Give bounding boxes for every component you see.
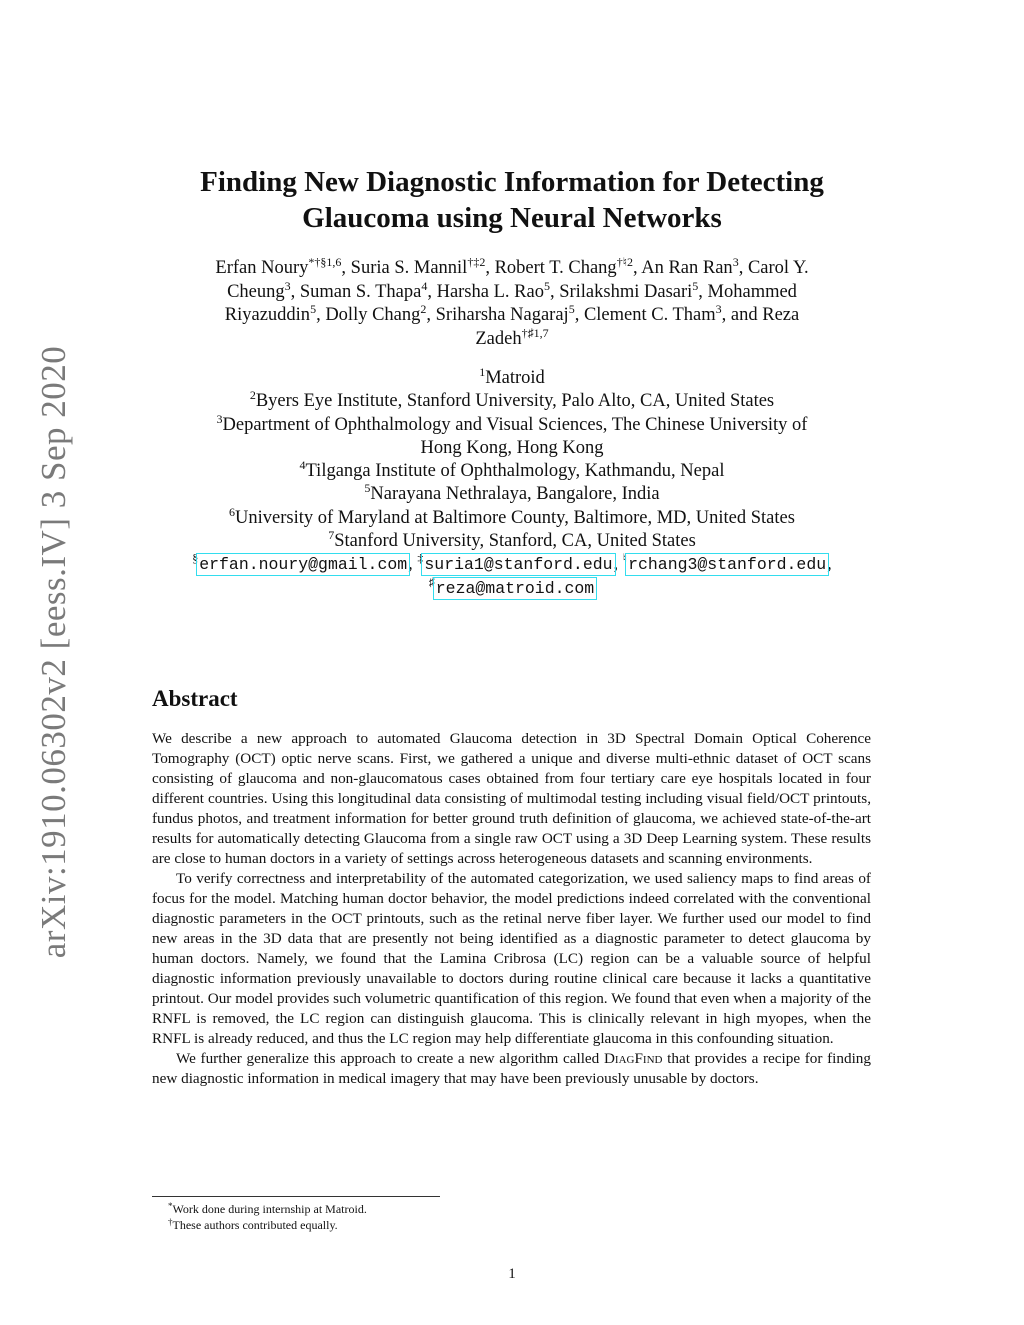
author-name: Robert T. Chang bbox=[494, 258, 617, 278]
affiliation-2 bbox=[140, 390, 884, 413]
footnote-mark: * bbox=[168, 1201, 173, 1211]
email-link-rchang[interactable]: rchang3@stanford.edu bbox=[628, 555, 827, 575]
title-line-1: Finding New Diagnostic Information for Detecting bbox=[200, 166, 824, 198]
footnote-mark: † bbox=[168, 1217, 173, 1227]
affiliation-number: 6 bbox=[229, 504, 236, 519]
author-separator: , bbox=[485, 258, 495, 278]
affiliation-text: University of Maryland at Baltimore County, Baltimore, MD, United States bbox=[235, 507, 795, 528]
author-marks: †♯1,7 bbox=[521, 325, 549, 340]
affiliation-number: 5 bbox=[364, 481, 371, 496]
author-name-part-2: Zadeh bbox=[475, 328, 522, 349]
affiliation-4 bbox=[140, 460, 884, 483]
author-marks: 2 bbox=[420, 302, 427, 316]
arxiv-identifier-stamp[interactable]: arXiv:1910.06302v2 [eess.IV] 3 Sep 2020 bbox=[34, 345, 73, 959]
abstract-paragraph-2: To verify correctness and interpretability of the automated categorization, we used saliency maps to find areas of focus for the model. Matching human doctor behavior, the model predictions indeed correlated with the conventional diagnostic parameters in the OCT printouts, such as the retinal nerve fiber layer. We further used our model to find new areas in the 3D data that are presently not being identified as a diagnostic parameter to detect glaucoma by human doctors. Namely, we found that the Lamina Cribrosa (LC) region can be a valuable source of helpful diagnostic information previously unavailable to doctors during routine clinical care because it lacks a quantitative printout. Our model provides such volumetric quantification of this region. We found that even when a majority of the RNFL is removed, the LC region can distinguish glaucoma. This is clinically relevant in high myopes, when the RNFL is already reduced, and thus the LC region may help differentiate glaucoma in this confounding situation. bbox=[152, 870, 871, 1047]
email-line-1: §erfan.noury@gmail.com, ‡suria1@stanford.edu, ♮rchang3@stanford.edu, bbox=[192, 551, 832, 575]
email-link-suria[interactable]: suria1@stanford.edu bbox=[424, 555, 613, 575]
abstract-heading: Abstract bbox=[152, 686, 238, 711]
affiliation-number: 1 bbox=[479, 365, 486, 379]
affiliation-5 bbox=[140, 483, 884, 506]
author-separator: , bbox=[290, 281, 300, 302]
affiliation-text: Tilganga Institute of Ophthalmology, Kathmandu, Nepal bbox=[305, 461, 725, 482]
author-separator: , bbox=[427, 281, 437, 302]
footnotes bbox=[168, 1201, 367, 1233]
author-name-part-1: Carol Y. bbox=[747, 258, 809, 278]
abstract-paragraph-3-text: that provides a recipe for finding new diagnostic information in medical imagery that may have been previously unusable by doctors. bbox=[152, 1050, 871, 1087]
author-name-part-1: Mohammed bbox=[707, 281, 797, 302]
affiliation-number: 4 bbox=[299, 458, 306, 473]
affiliation-3-continued bbox=[140, 437, 884, 460]
author-separator: , bbox=[738, 258, 748, 278]
email-link-erfan[interactable]: erfan.noury@gmail.com bbox=[199, 555, 408, 575]
author-separator: , bbox=[426, 305, 436, 325]
author-line-4 bbox=[140, 325, 884, 352]
affiliation-number: 2 bbox=[249, 388, 256, 403]
page-number: 1 bbox=[508, 1266, 516, 1282]
abstract-paragraph-3-text: We further generalize this approach to create a new algorithm called bbox=[176, 1050, 604, 1067]
email-mark: § bbox=[192, 551, 199, 566]
author-marks: 3 bbox=[715, 302, 722, 316]
abstract-body bbox=[152, 729, 871, 1089]
affiliation-text: Stanford University, Stanford, CA, United States bbox=[334, 531, 696, 552]
abstract-paragraph-3 bbox=[152, 1049, 871, 1089]
email-line-2 bbox=[140, 574, 884, 600]
author-separator: , bbox=[632, 258, 642, 278]
email-mark: ‡ bbox=[417, 551, 424, 566]
abstract-paragraph-1: We describe a new approach to automated Glaucoma detection in 3D Spectral Domain Optical Coherence Tomography (OCT) optic nerve scans. First, we gathered a unique and diverse multi-ethnic dataset of OCT scans consisting of glaucoma and non-glaucomatous cases obtained from four tertiary care eye hospitals located in four different countries. Using this longitudinal data consisting of multimodal testing including visual field/OCT printouts, fundus photos, and treatment information for better ground truth definition of glaucoma, we achieved state-of-the-art results for automatically detecting Glaucoma from a single raw OCT using a 3D Deep Learning system. These results are close to human doctors in a variety of settings across heterogeneous datasets and scanning environments. bbox=[152, 730, 871, 867]
author-name: Suria S. Mannil bbox=[350, 258, 468, 278]
author-separator: , bbox=[316, 305, 326, 325]
author-marks: †♮2 bbox=[616, 255, 633, 269]
affiliation-3 bbox=[140, 411, 884, 437]
affiliation-text-part-1: Department of Ophthalmology and Visual Sciences, The Chinese University of bbox=[222, 414, 808, 435]
email-link-reza[interactable]: reza@matroid.com bbox=[435, 578, 595, 598]
footnote-rule bbox=[152, 1196, 440, 1197]
email-mark: ♮ bbox=[622, 551, 628, 566]
author-line-3 bbox=[140, 304, 884, 328]
author-name-part-1: Reza bbox=[762, 305, 800, 325]
affiliation-number: 3 bbox=[216, 411, 223, 426]
author-name: Erfan Noury bbox=[215, 258, 309, 278]
author-list bbox=[140, 257, 884, 351]
author-name: An Ran Ran bbox=[641, 258, 733, 278]
author-separator: , bbox=[549, 281, 560, 302]
author-marks: *†§1,6 bbox=[308, 255, 342, 269]
algorithm-name: DiagFind bbox=[603, 1050, 663, 1067]
affiliation-6 bbox=[140, 504, 884, 530]
footnote-2 bbox=[168, 1217, 367, 1233]
footnote-1 bbox=[168, 1201, 367, 1217]
author-marks: 5 bbox=[310, 302, 317, 316]
author-name: Srilakshmi Dasari bbox=[559, 281, 693, 302]
author-marks: 5 bbox=[543, 278, 550, 293]
author-separator: , bbox=[698, 281, 708, 302]
affiliation-text: Narayana Nethralaya, Bangalore, India bbox=[370, 484, 660, 505]
author-line-2 bbox=[140, 278, 884, 305]
footnote-text: These authors contributed equally. bbox=[172, 1218, 338, 1232]
title-line-2: Glaucoma using Neural Networks bbox=[302, 202, 722, 234]
author-marks: 3 bbox=[284, 278, 291, 293]
author-marks: 4 bbox=[421, 278, 428, 293]
author-name: Clement C. Tham bbox=[583, 305, 716, 325]
author-separator: , and bbox=[721, 305, 763, 325]
email-mark: ♯ bbox=[428, 574, 435, 589]
affiliation-text-part-2: Hong Kong, Hong Kong bbox=[420, 437, 604, 458]
author-marks: 5 bbox=[692, 278, 699, 293]
author-separator: , bbox=[341, 258, 351, 278]
footnote-text: Work done during internship at Matroid. bbox=[172, 1202, 367, 1216]
author-line-1 bbox=[140, 257, 884, 281]
affiliation-number: 7 bbox=[328, 528, 335, 543]
author-name: Sriharsha Nagaraj bbox=[435, 305, 569, 325]
author-marks: 3 bbox=[732, 255, 739, 269]
affiliation-1 bbox=[140, 367, 884, 390]
author-name-part-2: Riyazuddin bbox=[224, 305, 311, 325]
affiliation-7 bbox=[140, 530, 884, 553]
author-separator: , bbox=[574, 305, 584, 325]
author-name: Dolly Chang bbox=[325, 305, 421, 325]
affiliation-list bbox=[140, 367, 884, 600]
author-name: Suman S. Thapa bbox=[299, 281, 422, 302]
paper-title bbox=[140, 164, 884, 236]
author-marks: 5 bbox=[568, 302, 575, 316]
author-name-part-2: Cheung bbox=[227, 281, 285, 302]
affiliation-text: Byers Eye Institute, Stanford University, Palo Alto, CA, United States bbox=[255, 391, 775, 412]
affiliation-text: Matroid bbox=[485, 368, 545, 388]
author-name: Harsha L. Rao bbox=[436, 281, 544, 302]
author-marks: †‡2 bbox=[467, 255, 486, 269]
